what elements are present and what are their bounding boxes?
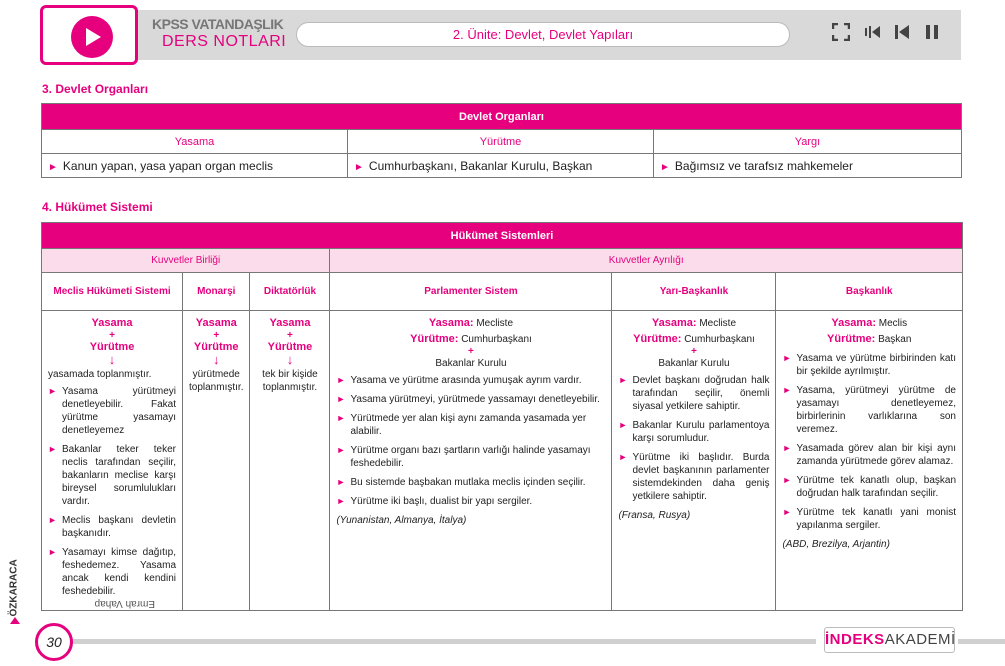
- cell-meclis: Yasama + Yürütme ↓ yasamada toplanmıştır. ► Yasama yürütmeyi denetleyebilir. Fakat yürütme yasamayı denetleyemez ► Bakanlar teker teker neclis tarafından seçilir, bakanların meclise karşı bireysel sorumlulukları vardır. ► Meclis başkanı devletin başkanıdır. ► Yasamayı kimse dağıtıp, feshedemez. Yasama ancak kendi kendini feshedebilir.: [42, 311, 183, 611]
- author-credit: Emrah Vahap ÖZKARACA: [8, 559, 155, 617]
- group-kuvvetler-birligi: Kuvvetler Birliği: [42, 249, 330, 273]
- series-title: KPSS VATANDAŞLIK: [152, 16, 284, 32]
- pause-icon[interactable]: [925, 23, 943, 41]
- audio-icon[interactable]: [863, 23, 881, 41]
- previous-icon[interactable]: [894, 23, 912, 41]
- cell-parlamenter: Yasama: Mecliste Yürütme: Cumhurbaşkanı + Bakanlar Kurulu ► Yasama ve yürütme arasında yumuşak ayrım vardır. ► Yasama yürütmeyi, yürütmede yassamayı denetleyebilir. ► Yürütmede yer alan kişi aynı zamanda yasamada yer alabilir. ► Yürütme organı bazı şartların varlığı halinde yasamayı feshedebilir. ► Bu sistemde başbakan mutlaka meclis içinden seçilir. ► Yürütme iki başlı, dualist bir yapı sergiler. (Yunanistan, Almanya, İtalya): [330, 311, 612, 611]
- cell-baskanlik: Yasama: Meclis Yürütme: Başkan ► Yasama ve yürütme birbirinden katı bir şekilde ayrılmıştır. ► Yasama, yürütmeyi yürütme de yasamayı denetleyemez, birbirlerinin varlıklarına son veremez. ► Yasamada görev alan bir kişi aynı zamanda yürütmede görev alamaz. ► Yürütme tek kanatlı olup, başkan doğrudan halk tarafından seçilir. ► Yürütme tek kanatlı yani monist yapılanma sergiler. (ABD, Brezilya, Arjantin): [776, 311, 963, 611]
- series-subtitle: DERS NOTLARI: [162, 33, 287, 50]
- player-controls: [832, 23, 943, 41]
- brand-logo: İNDEKSAKADEMİ: [824, 627, 955, 653]
- cell-yari-baskanlik: Yasama: Mecliste Yürütme: Cumhurbaşkanı + Bakanlar Kurulu ► Devlet başkanı doğrudan halk tarafından seçilir, önemli siyasal yetkilere sahiptir. ► Bakanlar Kurulu parlamentoya karşı sorumludur. ► Yürütme iki başlıdır. Burda devlet başkanının parlamenter sistemdekinden daha geniş yetkilere sahiptir. (Fransa, Rusya): [612, 311, 776, 611]
- col-yargi: Yargı: [654, 130, 962, 154]
- table-title: Devlet Organları: [42, 104, 962, 130]
- page-number: 30: [35, 623, 73, 661]
- col-yasama: Yasama: [42, 130, 348, 154]
- cell-yargi: ► Bağımsız ve tarafsız mahkemeler: [654, 154, 962, 178]
- cell-yurutme: ► Cumhurbaşkanı, Bakanlar Kurulu, Başkan: [348, 154, 654, 178]
- cell-yasama: ► Kanun yapan, yasa yapan organ meclis: [42, 154, 348, 178]
- hukumet-sistemleri-table: [41, 222, 963, 611]
- col-yurutme: Yürütme: [348, 130, 654, 154]
- col-parlamenter: Parlamenter Sistem: [330, 273, 612, 311]
- fullscreen-icon[interactable]: [832, 23, 850, 41]
- footer-rule: [62, 639, 816, 644]
- col-yari-baskanlik: Yarı-Başkanlık: [612, 273, 776, 311]
- cell-diktatorluk: Yasama + Yürütme ↓ tek bir kişide toplanmıştır.: [250, 311, 330, 611]
- col-monarsi: Monarşi: [183, 273, 250, 311]
- section-title-devlet-organlari: 3. Devlet Organları: [42, 82, 149, 96]
- col-baskanlik: Başkanlık: [776, 273, 963, 311]
- footer-rule-right: [958, 639, 1005, 644]
- cell-monarsi: Yasama + Yürütme ↓ yürütmede toplanmıştır.: [183, 311, 250, 611]
- triangle-icon: [10, 617, 20, 624]
- devlet-organlari-table: [41, 103, 962, 178]
- col-meclis: Meclis Hükümeti Sistemi: [42, 273, 183, 311]
- play-icon: [84, 27, 102, 47]
- col-diktatorluk: Diktatörlük: [250, 273, 330, 311]
- table-title: Hükümet Sistemleri: [42, 223, 963, 249]
- section-title-hukumet-sistemi: 4. Hükümet Sistemi: [42, 200, 153, 214]
- group-kuvvetler-ayriligi: Kuvvetler Ayrılığı: [330, 249, 963, 273]
- unit-title: 2. Ünite: Devlet, Devlet Yapıları: [296, 22, 790, 47]
- video-player-box[interactable]: [40, 5, 138, 65]
- play-button[interactable]: [71, 16, 113, 58]
